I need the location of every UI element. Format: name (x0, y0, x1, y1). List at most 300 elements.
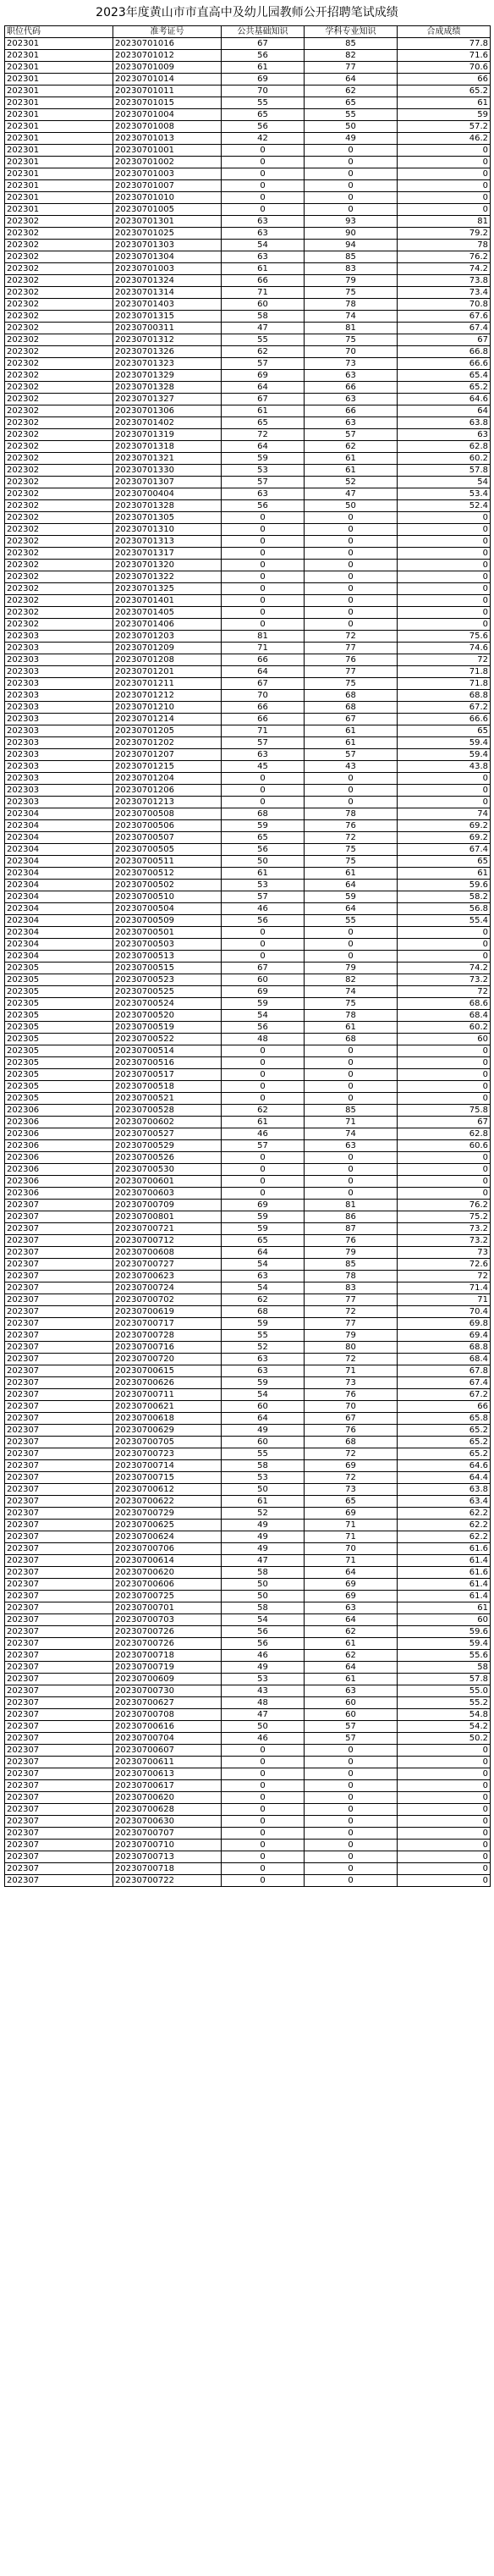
cell-composite-score: 78 (398, 240, 491, 251)
cell-position-code: 202301 (5, 157, 113, 168)
cell-public-knowledge: 57 (222, 477, 305, 488)
cell-position-code: 202302 (5, 228, 113, 240)
table-body (5, 38, 491, 1887)
cell-ticket-number: 20230701213 (113, 797, 222, 808)
cell-public-knowledge: 56 (222, 50, 305, 62)
cell-composite-score: 73 (398, 1247, 491, 1259)
cell-ticket-number: 20230701014 (113, 74, 222, 85)
cell-ticket-number: 20230700606 (113, 1579, 222, 1591)
table-row (5, 797, 491, 808)
cell-public-knowledge: 49 (222, 1531, 305, 1543)
cell-composite-score: 55.0 (398, 1685, 491, 1697)
table-row (5, 1757, 491, 1768)
table-row (5, 145, 491, 157)
cell-ticket-number: 20230700624 (113, 1531, 222, 1543)
cell-ticket-number: 20230700729 (113, 1508, 222, 1520)
cell-public-knowledge: 60 (222, 299, 305, 311)
cell-subject-knowledge: 61 (305, 725, 398, 737)
cell-subject-knowledge: 43 (305, 761, 398, 773)
cell-ticket-number: 20230700611 (113, 1757, 222, 1768)
cell-public-knowledge: 65 (222, 109, 305, 121)
cell-public-knowledge: 53 (222, 465, 305, 477)
cell-ticket-number: 20230701016 (113, 38, 222, 50)
cell-subject-knowledge: 79 (305, 275, 398, 287)
cell-ticket-number: 20230700525 (113, 986, 222, 998)
cell-position-code: 202301 (5, 145, 113, 157)
cell-subject-knowledge: 76 (305, 1389, 398, 1401)
cell-subject-knowledge: 66 (305, 382, 398, 394)
cell-position-code: 202304 (5, 832, 113, 844)
cell-composite-score: 68.4 (398, 1010, 491, 1022)
cell-position-code: 202302 (5, 358, 113, 370)
table-row (5, 275, 491, 287)
cell-subject-knowledge: 0 (305, 595, 398, 607)
cell-composite-score: 0 (398, 1828, 491, 1840)
cell-subject-knowledge: 79 (305, 963, 398, 974)
table-row (5, 323, 491, 334)
cell-public-knowledge: 54 (222, 1259, 305, 1271)
cell-position-code: 202302 (5, 453, 113, 465)
cell-ticket-number: 20230700627 (113, 1697, 222, 1709)
cell-ticket-number: 20230701010 (113, 192, 222, 204)
table-row (5, 1437, 491, 1448)
cell-subject-knowledge: 62 (305, 441, 398, 453)
cell-ticket-number: 20230701206 (113, 785, 222, 797)
cell-composite-score: 57.8 (398, 1674, 491, 1685)
cell-public-knowledge: 63 (222, 1271, 305, 1282)
cell-subject-knowledge: 62 (305, 85, 398, 97)
cell-public-knowledge: 68 (222, 1306, 305, 1318)
cell-composite-score: 59.4 (398, 737, 491, 749)
table-row (5, 761, 491, 773)
table-row (5, 251, 491, 263)
cell-subject-knowledge: 82 (305, 974, 398, 986)
cell-public-knowledge: 0 (222, 773, 305, 785)
cell-ticket-number: 20230700603 (113, 1188, 222, 1200)
cell-public-knowledge: 0 (222, 548, 305, 560)
cell-composite-score: 65.2 (398, 382, 491, 394)
cell-composite-score: 0 (398, 1780, 491, 1792)
cell-ticket-number: 20230700526 (113, 1152, 222, 1164)
table-row (5, 512, 491, 524)
cell-ticket-number: 20230700716 (113, 1342, 222, 1354)
cell-position-code: 202305 (5, 1034, 113, 1045)
cell-subject-knowledge: 67 (305, 1413, 398, 1425)
cell-subject-knowledge: 71 (305, 1520, 398, 1531)
table-row (5, 1792, 491, 1804)
table-row (5, 1022, 491, 1034)
cell-ticket-number: 20230700723 (113, 1448, 222, 1460)
cell-ticket-number: 20230700704 (113, 1733, 222, 1745)
table-row (5, 773, 491, 785)
cell-public-knowledge: 54 (222, 1282, 305, 1294)
cell-ticket-number: 20230701212 (113, 690, 222, 702)
cell-subject-knowledge: 75 (305, 998, 398, 1010)
cell-ticket-number: 20230701313 (113, 536, 222, 548)
cell-subject-knowledge: 0 (305, 1816, 398, 1828)
cell-position-code: 202303 (5, 749, 113, 761)
cell-public-knowledge: 50 (222, 1591, 305, 1602)
cell-position-code: 202302 (5, 334, 113, 346)
cell-public-knowledge: 48 (222, 1034, 305, 1045)
cell-position-code: 202307 (5, 1531, 113, 1543)
table-row (5, 654, 491, 666)
cell-ticket-number: 20230700711 (113, 1389, 222, 1401)
table-row (5, 702, 491, 714)
table-row (5, 1448, 491, 1460)
table-row (5, 1662, 491, 1674)
cell-composite-score: 0 (398, 1804, 491, 1816)
cell-public-knowledge: 0 (222, 1069, 305, 1081)
cell-public-knowledge: 0 (222, 1828, 305, 1840)
cell-position-code: 202302 (5, 560, 113, 571)
cell-position-code: 202301 (5, 62, 113, 74)
table-row (5, 986, 491, 998)
cell-composite-score: 0 (398, 1093, 491, 1105)
cell-composite-score: 79.2 (398, 228, 491, 240)
cell-subject-knowledge: 0 (305, 524, 398, 536)
table-row (5, 619, 491, 631)
cell-subject-knowledge: 77 (305, 643, 398, 654)
cell-position-code: 202307 (5, 1520, 113, 1531)
cell-position-code: 202302 (5, 370, 113, 382)
cell-composite-score: 67.2 (398, 1389, 491, 1401)
cell-public-knowledge: 81 (222, 631, 305, 643)
cell-public-knowledge: 0 (222, 571, 305, 583)
cell-ticket-number: 20230700504 (113, 903, 222, 915)
cell-public-knowledge: 65 (222, 832, 305, 844)
cell-composite-score: 59 (398, 109, 491, 121)
cell-public-knowledge: 46 (222, 1128, 305, 1140)
cell-position-code: 202304 (5, 880, 113, 891)
table-row (5, 951, 491, 963)
cell-position-code: 202307 (5, 1757, 113, 1768)
cell-public-knowledge: 62 (222, 346, 305, 358)
cell-composite-score: 0 (398, 1792, 491, 1804)
cell-public-knowledge: 0 (222, 1057, 305, 1069)
cell-position-code: 202307 (5, 1437, 113, 1448)
cell-ticket-number: 20230701005 (113, 204, 222, 216)
cell-subject-knowledge: 77 (305, 62, 398, 74)
table-row (5, 1377, 491, 1389)
table-row (5, 1875, 491, 1887)
cell-subject-knowledge: 55 (305, 915, 398, 927)
cell-composite-score: 61.6 (398, 1543, 491, 1555)
cell-public-knowledge: 52 (222, 1342, 305, 1354)
cell-subject-knowledge: 63 (305, 1685, 398, 1697)
cell-position-code: 202307 (5, 1780, 113, 1792)
header-public-knowledge: 公共基础知识 (222, 26, 305, 38)
cell-ticket-number: 20230700616 (113, 1721, 222, 1733)
table-row (5, 1508, 491, 1520)
cell-position-code: 202307 (5, 1828, 113, 1840)
cell-ticket-number: 20230701209 (113, 643, 222, 654)
table-row (5, 133, 491, 145)
cell-public-knowledge: 63 (222, 488, 305, 500)
cell-subject-knowledge: 61 (305, 1638, 398, 1650)
cell-ticket-number: 20230701406 (113, 619, 222, 631)
cell-composite-score: 73.8 (398, 275, 491, 287)
cell-position-code: 202307 (5, 1282, 113, 1294)
cell-public-knowledge: 69 (222, 1200, 305, 1211)
cell-position-code: 202301 (5, 109, 113, 121)
cell-composite-score: 0 (398, 773, 491, 785)
cell-subject-knowledge: 70 (305, 346, 398, 358)
cell-ticket-number: 20230700522 (113, 1034, 222, 1045)
cell-subject-knowledge: 61 (305, 1674, 398, 1685)
cell-ticket-number: 20230701001 (113, 145, 222, 157)
cell-composite-score: 62.2 (398, 1508, 491, 1520)
cell-position-code: 202307 (5, 1271, 113, 1282)
cell-public-knowledge: 55 (222, 1448, 305, 1460)
cell-position-code: 202302 (5, 405, 113, 417)
cell-subject-knowledge: 0 (305, 1840, 398, 1851)
cell-composite-score: 61.4 (398, 1591, 491, 1602)
cell-composite-score: 54 (398, 477, 491, 488)
cell-position-code: 202301 (5, 168, 113, 180)
table-row (5, 832, 491, 844)
cell-composite-score: 74.2 (398, 963, 491, 974)
cell-public-knowledge: 61 (222, 405, 305, 417)
cell-ticket-number: 20230701314 (113, 287, 222, 299)
cell-composite-score: 72 (398, 986, 491, 998)
cell-public-knowledge: 49 (222, 1543, 305, 1555)
cell-composite-score: 0 (398, 1875, 491, 1887)
cell-ticket-number: 20230700705 (113, 1437, 222, 1448)
table-row (5, 1117, 491, 1128)
cell-composite-score: 67.4 (398, 844, 491, 856)
cell-ticket-number: 20230700503 (113, 939, 222, 951)
cell-position-code: 202307 (5, 1330, 113, 1342)
cell-subject-knowledge: 66 (305, 405, 398, 417)
cell-composite-score: 65.8 (398, 1413, 491, 1425)
cell-position-code: 202307 (5, 1662, 113, 1674)
cell-composite-score: 62.2 (398, 1531, 491, 1543)
cell-position-code: 202304 (5, 951, 113, 963)
cell-public-knowledge: 61 (222, 1496, 305, 1508)
cell-public-knowledge: 0 (222, 1768, 305, 1780)
cell-ticket-number: 20230701204 (113, 773, 222, 785)
cell-composite-score: 77.8 (398, 38, 491, 50)
cell-position-code: 202307 (5, 1804, 113, 1816)
table-row (5, 915, 491, 927)
cell-ticket-number: 20230700524 (113, 998, 222, 1010)
table-row (5, 1602, 491, 1614)
cell-public-knowledge: 58 (222, 1602, 305, 1614)
cell-position-code: 202307 (5, 1496, 113, 1508)
table-row (5, 1650, 491, 1662)
cell-ticket-number: 20230700626 (113, 1377, 222, 1389)
cell-public-knowledge: 65 (222, 417, 305, 429)
cell-public-knowledge: 66 (222, 275, 305, 287)
table-row (5, 417, 491, 429)
table-row (5, 216, 491, 228)
cell-composite-score: 60.6 (398, 1140, 491, 1152)
cell-composite-score: 66 (398, 1401, 491, 1413)
table-row (5, 856, 491, 868)
cell-composite-score: 64 (398, 405, 491, 417)
header-row (5, 26, 491, 38)
table-row (5, 1318, 491, 1330)
cell-subject-knowledge: 0 (305, 168, 398, 180)
cell-public-knowledge: 47 (222, 323, 305, 334)
cell-composite-score: 64.4 (398, 1472, 491, 1484)
table-row (5, 643, 491, 654)
cell-ticket-number: 20230700722 (113, 1875, 222, 1887)
table-row (5, 891, 491, 903)
cell-composite-score: 68.8 (398, 1342, 491, 1354)
cell-subject-knowledge: 0 (305, 548, 398, 560)
cell-subject-knowledge: 0 (305, 951, 398, 963)
cell-position-code: 202302 (5, 571, 113, 583)
cell-public-knowledge: 53 (222, 1472, 305, 1484)
cell-ticket-number: 20230701328 (113, 382, 222, 394)
cell-position-code: 202305 (5, 974, 113, 986)
cell-subject-knowledge: 78 (305, 808, 398, 820)
cell-public-knowledge: 67 (222, 963, 305, 974)
cell-position-code: 202304 (5, 903, 113, 915)
cell-position-code: 202304 (5, 808, 113, 820)
cell-subject-knowledge: 0 (305, 773, 398, 785)
table-row (5, 1828, 491, 1840)
score-table (4, 25, 491, 1887)
cell-subject-knowledge: 78 (305, 299, 398, 311)
cell-subject-knowledge: 0 (305, 536, 398, 548)
table-row (5, 560, 491, 571)
cell-composite-score: 65.2 (398, 1448, 491, 1460)
table-row (5, 1496, 491, 1508)
cell-public-knowledge: 0 (222, 939, 305, 951)
cell-subject-knowledge: 0 (305, 1768, 398, 1780)
cell-ticket-number: 20230700715 (113, 1472, 222, 1484)
cell-position-code: 202306 (5, 1105, 113, 1117)
cell-composite-score: 67.8 (398, 1365, 491, 1377)
cell-composite-score: 68.4 (398, 1354, 491, 1365)
cell-ticket-number: 20230700311 (113, 323, 222, 334)
cell-position-code: 202307 (5, 1448, 113, 1460)
cell-composite-score: 0 (398, 1851, 491, 1863)
cell-ticket-number: 20230700510 (113, 891, 222, 903)
cell-position-code: 202307 (5, 1425, 113, 1437)
table-row (5, 868, 491, 880)
cell-public-knowledge: 42 (222, 133, 305, 145)
cell-subject-knowledge: 72 (305, 1306, 398, 1318)
cell-composite-score: 54.8 (398, 1709, 491, 1721)
cell-public-knowledge: 0 (222, 204, 305, 216)
table-row (5, 299, 491, 311)
cell-subject-knowledge: 73 (305, 358, 398, 370)
cell-composite-score: 61.6 (398, 1567, 491, 1579)
cell-position-code: 202307 (5, 1413, 113, 1425)
cell-position-code: 202307 (5, 1200, 113, 1211)
cell-composite-score: 64.6 (398, 1460, 491, 1472)
table-row (5, 583, 491, 595)
table-row (5, 62, 491, 74)
cell-composite-score: 60.2 (398, 453, 491, 465)
table-row (5, 1591, 491, 1602)
cell-ticket-number: 20230700513 (113, 951, 222, 963)
cell-subject-knowledge: 70 (305, 1401, 398, 1413)
cell-subject-knowledge: 69 (305, 1579, 398, 1591)
cell-public-knowledge: 59 (222, 998, 305, 1010)
cell-composite-score: 0 (398, 785, 491, 797)
cell-composite-score: 55.4 (398, 915, 491, 927)
cell-public-knowledge: 63 (222, 1354, 305, 1365)
cell-position-code: 202301 (5, 204, 113, 216)
cell-composite-score: 50.2 (398, 1733, 491, 1745)
table-row (5, 524, 491, 536)
cell-position-code: 202302 (5, 595, 113, 607)
cell-subject-knowledge: 63 (305, 417, 398, 429)
cell-ticket-number: 20230701306 (113, 405, 222, 417)
cell-ticket-number: 20230700615 (113, 1365, 222, 1377)
cell-composite-score: 64.6 (398, 394, 491, 405)
cell-position-code: 202306 (5, 1128, 113, 1140)
cell-position-code: 202303 (5, 654, 113, 666)
cell-ticket-number: 20230701004 (113, 109, 222, 121)
cell-subject-knowledge: 71 (305, 1531, 398, 1543)
cell-position-code: 202302 (5, 500, 113, 512)
cell-public-knowledge: 59 (222, 1377, 305, 1389)
cell-composite-score: 52.4 (398, 500, 491, 512)
cell-ticket-number: 20230701202 (113, 737, 222, 749)
cell-position-code: 202303 (5, 666, 113, 678)
table-row (5, 998, 491, 1010)
cell-position-code: 202303 (5, 785, 113, 797)
cell-ticket-number: 20230701203 (113, 631, 222, 643)
cell-public-knowledge: 64 (222, 1413, 305, 1425)
cell-subject-knowledge: 81 (305, 1200, 398, 1211)
cell-composite-score: 67.2 (398, 702, 491, 714)
cell-position-code: 202307 (5, 1342, 113, 1354)
table-row (5, 1555, 491, 1567)
cell-position-code: 202307 (5, 1294, 113, 1306)
table-row (5, 180, 491, 192)
cell-public-knowledge: 0 (222, 1804, 305, 1816)
cell-public-knowledge: 0 (222, 1840, 305, 1851)
cell-ticket-number: 20230701211 (113, 678, 222, 690)
cell-public-knowledge: 49 (222, 1520, 305, 1531)
cell-ticket-number: 20230700621 (113, 1401, 222, 1413)
cell-position-code: 202301 (5, 133, 113, 145)
cell-subject-knowledge: 0 (305, 785, 398, 797)
cell-subject-knowledge: 55 (305, 109, 398, 121)
table-row (5, 1093, 491, 1105)
cell-position-code: 202306 (5, 1117, 113, 1128)
cell-composite-score: 0 (398, 595, 491, 607)
cell-ticket-number: 20230700613 (113, 1768, 222, 1780)
cell-ticket-number: 20230701320 (113, 560, 222, 571)
cell-position-code: 202306 (5, 1140, 113, 1152)
cell-position-code: 202307 (5, 1614, 113, 1626)
cell-subject-knowledge: 69 (305, 1508, 398, 1520)
table-row (5, 1365, 491, 1377)
cell-public-knowledge: 60 (222, 1401, 305, 1413)
table-row (5, 725, 491, 737)
table-row (5, 1389, 491, 1401)
cell-composite-score: 70.8 (398, 299, 491, 311)
table-row (5, 1638, 491, 1650)
cell-subject-knowledge: 82 (305, 50, 398, 62)
table-row (5, 263, 491, 275)
cell-ticket-number: 20230700618 (113, 1413, 222, 1425)
cell-position-code: 202302 (5, 287, 113, 299)
cell-ticket-number: 20230700521 (113, 1093, 222, 1105)
cell-subject-knowledge: 74 (305, 311, 398, 323)
cell-position-code: 202307 (5, 1697, 113, 1709)
cell-ticket-number: 20230701325 (113, 583, 222, 595)
cell-ticket-number: 20230701405 (113, 607, 222, 619)
